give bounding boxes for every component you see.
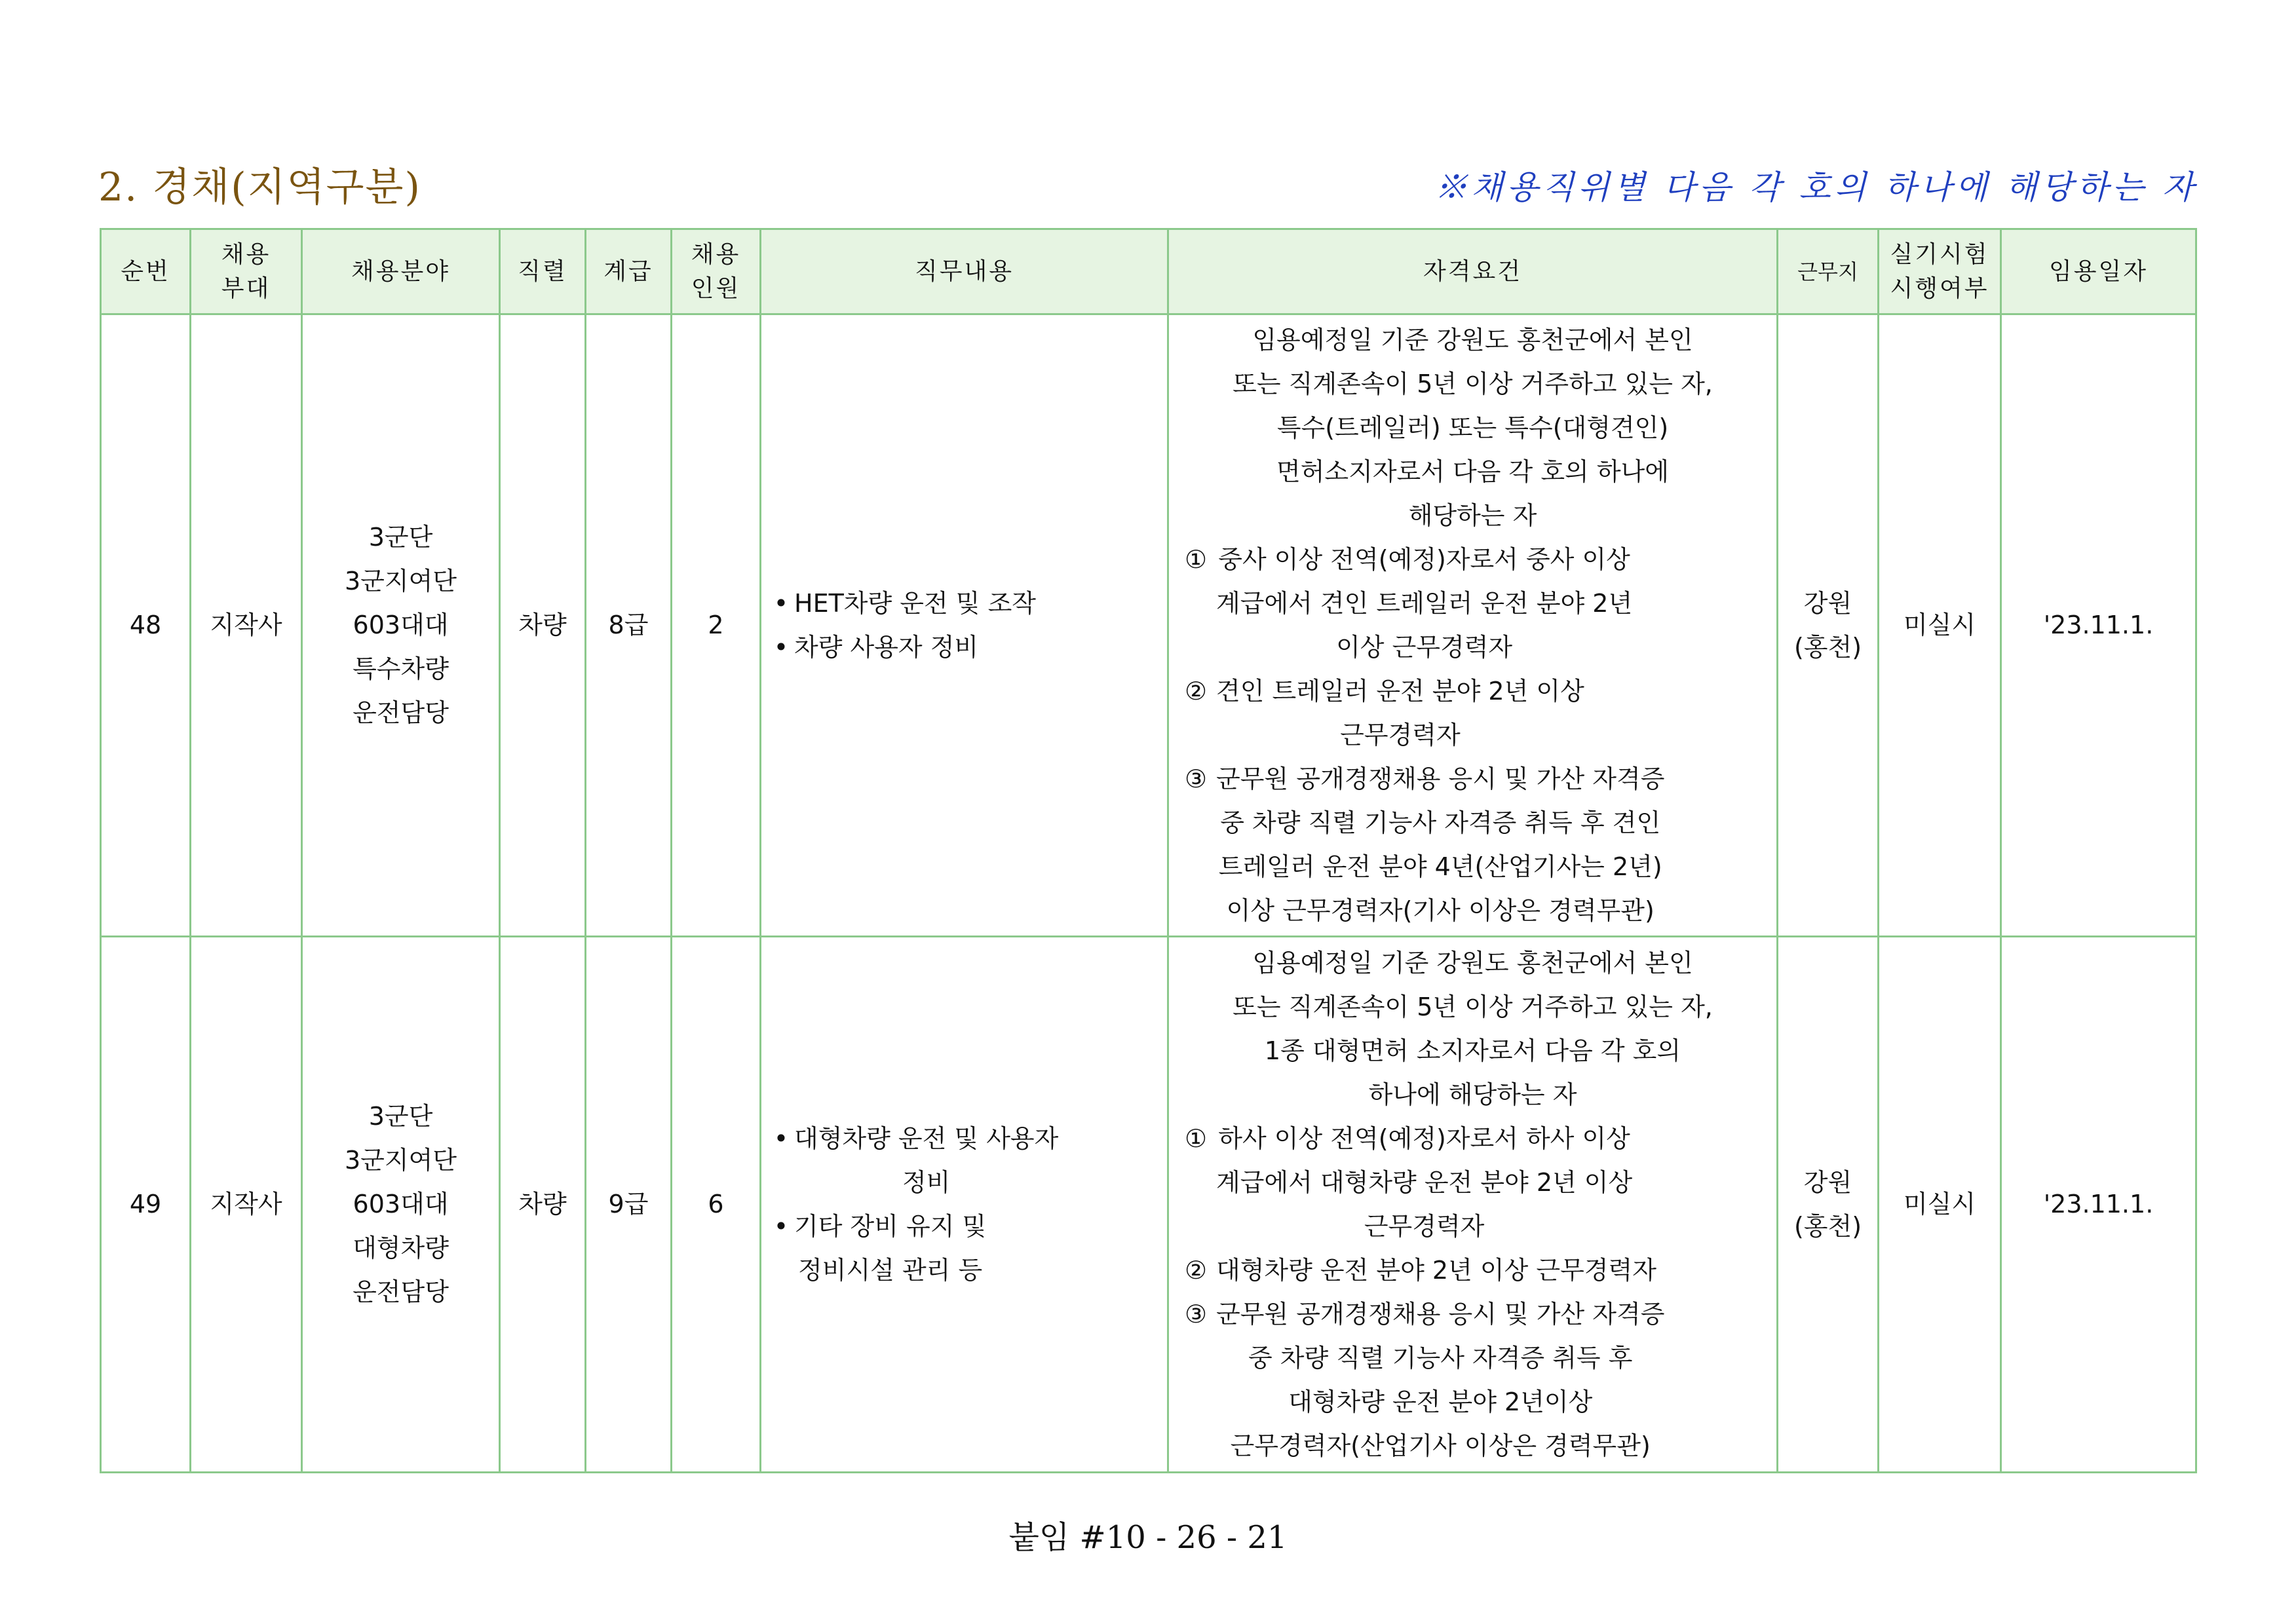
qual-item-line: 견인 트레일러 운전 분야 2년 이상: [1216, 676, 1584, 706]
qual-item: [1176, 1249, 1770, 1293]
qual-item: [1176, 757, 1770, 933]
qual-item-number: ③: [1184, 1299, 1208, 1329]
duty-item: [768, 1117, 1160, 1205]
bullet-icon: •: [773, 1211, 789, 1241]
cell-practical: 미실시: [1879, 314, 2001, 937]
qual-intro-line: 또는 직계존속이 5년 이상 거주하고 있는 자,: [1233, 369, 1713, 398]
qual-item-number: ③: [1184, 764, 1208, 793]
field-line: 603대대: [353, 611, 449, 639]
field-line: 운전담당: [353, 1277, 449, 1306]
duty-item: [768, 626, 1160, 670]
field-line: 3군단: [368, 523, 433, 552]
qual-item-number: ①: [1184, 1124, 1208, 1153]
qual-item-number: ①: [1184, 544, 1208, 574]
qual-item-line: 대형차량 운전 분야 2년 이상 근무경력자: [1216, 1255, 1656, 1285]
qual-item-number: ②: [1184, 1255, 1208, 1285]
qual-intro-line: 임용예정일 기준 강원도 홍천군에서 본인: [1252, 325, 1693, 354]
recruitment-table: [100, 228, 2197, 1473]
header-practical-line2: 시행여부: [1890, 274, 1989, 302]
location-line: (홍천): [1793, 632, 1862, 662]
location-line: 강원: [1803, 1167, 1852, 1197]
cell-count: 2: [672, 314, 761, 937]
duty-item: [768, 582, 1160, 626]
header-qual: 자격요건: [1168, 229, 1778, 314]
cell-unit: 지작사: [191, 314, 302, 937]
field-line: 3군지여단: [344, 1146, 457, 1175]
cell-location: [1778, 314, 1879, 937]
header-count-line2: 인원: [691, 274, 741, 302]
qual-item: [1176, 1117, 1770, 1249]
cell-seq: 49: [101, 937, 191, 1473]
qual-item-line: 트레일러 운전 분야 4년(산업기사는 2년): [1218, 852, 1662, 881]
header-count: [672, 229, 761, 314]
cell-qual: [1168, 937, 1778, 1473]
field-line: 3군지여단: [344, 567, 457, 595]
cell-duty: [761, 314, 1168, 937]
qual-item-line: 이상 근무경력자: [1336, 632, 1513, 662]
qual-item-line: 중 차량 직렬 기능사 자격증 취득 후: [1248, 1343, 1633, 1372]
duty-line: HET차량 운전 및 조작: [794, 588, 1036, 618]
bullet-icon: •: [773, 1124, 789, 1153]
duty-line: 정비: [902, 1167, 951, 1197]
section-note: ※채용직위별 다음 각 호의 하나에 해당하는 자: [1434, 168, 2198, 206]
duty-line: 정비시설 관리 등: [798, 1255, 983, 1285]
qual-item-line: 군무원 공개경쟁채용 응시 및 가산 자격증: [1216, 1299, 1665, 1329]
header-seq: 순번: [101, 229, 191, 314]
cell-qual: [1168, 314, 1778, 937]
header-count-line1: 채용: [691, 240, 741, 268]
bullet-icon: •: [773, 588, 789, 618]
section-title: 2. 경채(지역구분): [98, 164, 421, 210]
cell-appoint-date: '23.11.1.: [2001, 314, 2196, 937]
cell-job: 차량: [500, 314, 586, 937]
qual-item-line: 중 차량 직렬 기능사 자격증 취득 후 견인: [1220, 808, 1661, 837]
qual-item-number: ②: [1184, 676, 1208, 706]
header-practical: [1879, 229, 2001, 314]
cell-location: [1778, 937, 1879, 1473]
cell-practical: 미실시: [1879, 937, 2001, 1473]
bullet-icon: •: [773, 632, 789, 662]
duty-line: 대형차량 운전 및 사용자: [794, 1124, 1059, 1153]
qual-intro-line: 또는 직계존속이 5년 이상 거주하고 있는 자,: [1233, 992, 1713, 1021]
qual-item: [1176, 538, 1770, 670]
header-unit-line2: 부대: [221, 274, 271, 302]
qual-item-line: 군무원 공개경쟁채용 응시 및 가산 자격증: [1216, 764, 1665, 793]
duty-item: [768, 1205, 1160, 1293]
cell-field: [302, 314, 500, 937]
cell-duty: [761, 937, 1168, 1473]
field-line: 603대대: [353, 1190, 449, 1218]
qual-intro-line: 면허소지자로서 다음 각 호의 하나에: [1276, 457, 1669, 486]
header-location: 근무지: [1778, 229, 1879, 314]
cell-job: 차량: [500, 937, 586, 1473]
page-number-label: 붙임 #10 - 26 - 21: [1008, 1519, 1288, 1556]
qual-intro-line: 하나에 해당하는 자: [1368, 1080, 1577, 1109]
cell-seq: 48: [101, 314, 191, 937]
qual-item-line: 근무경력자: [1364, 1211, 1485, 1241]
field-line: 특수차량: [353, 654, 449, 683]
qual-item-line: 하사 이상 전역(예정)자로서 하사 이상: [1218, 1124, 1630, 1153]
header-appoint-date: 임용일자: [2001, 229, 2196, 314]
cell-unit: 지작사: [191, 937, 302, 1473]
qual-intro-line: 임용예정일 기준 강원도 홍천군에서 본인: [1252, 948, 1693, 977]
qual-item: [1176, 670, 1770, 757]
header-unit-line1: 채용: [221, 240, 271, 268]
qual-item: [1176, 1293, 1770, 1468]
page-footer: [0, 1512, 2296, 1557]
table-row: [101, 314, 2196, 937]
cell-appoint-date: '23.11.1.: [2001, 937, 2196, 1473]
cell-count: 6: [672, 937, 761, 1473]
duty-line: 기타 장비 유지 및: [794, 1211, 987, 1241]
cell-grade: 9급: [586, 937, 672, 1473]
qual-item-line: 대형차량 운전 분야 2년이상: [1288, 1387, 1593, 1416]
table-row: [101, 937, 2196, 1473]
qual-item-line: 근무경력자: [1340, 720, 1461, 749]
header-duty: 직무내용: [761, 229, 1168, 314]
field-line: 운전담당: [353, 698, 449, 727]
qual-item-line: 계급에서 대형차량 운전 분야 2년 이상: [1216, 1167, 1633, 1197]
header-job: 직렬: [500, 229, 586, 314]
header-unit: [191, 229, 302, 314]
qual-item-line: 근무경력자(산업기사 이상은 경력무관): [1230, 1431, 1651, 1460]
cell-field: [302, 937, 500, 1473]
duty-line: 차량 사용자 정비: [794, 632, 979, 662]
header-practical-line1: 실기시험: [1890, 240, 1989, 268]
header-field: 채용분야: [302, 229, 500, 314]
header-grade: 계급: [586, 229, 672, 314]
field-line: 3군단: [368, 1102, 433, 1131]
field-line: 대형차량: [353, 1234, 449, 1262]
location-line: (홍천): [1793, 1211, 1862, 1241]
cell-grade: 8급: [586, 314, 672, 937]
qual-item-line: 이상 근무경력자(기사 이상은 경력무관): [1226, 896, 1655, 925]
qual-intro-line: 해당하는 자: [1408, 500, 1537, 530]
location-line: 강원: [1803, 588, 1852, 618]
qual-item-line: 계급에서 견인 트레일러 운전 분야 2년: [1216, 588, 1633, 618]
qual-intro-line: 1종 대형면허 소지자로서 다음 각 호의: [1264, 1036, 1681, 1065]
table-header-row: [101, 229, 2196, 314]
qual-intro-line: 특수(트레일러) 또는 특수(대형견인): [1276, 413, 1669, 442]
qual-item-line: 중사 이상 전역(예정)자로서 중사 이상: [1218, 544, 1630, 574]
